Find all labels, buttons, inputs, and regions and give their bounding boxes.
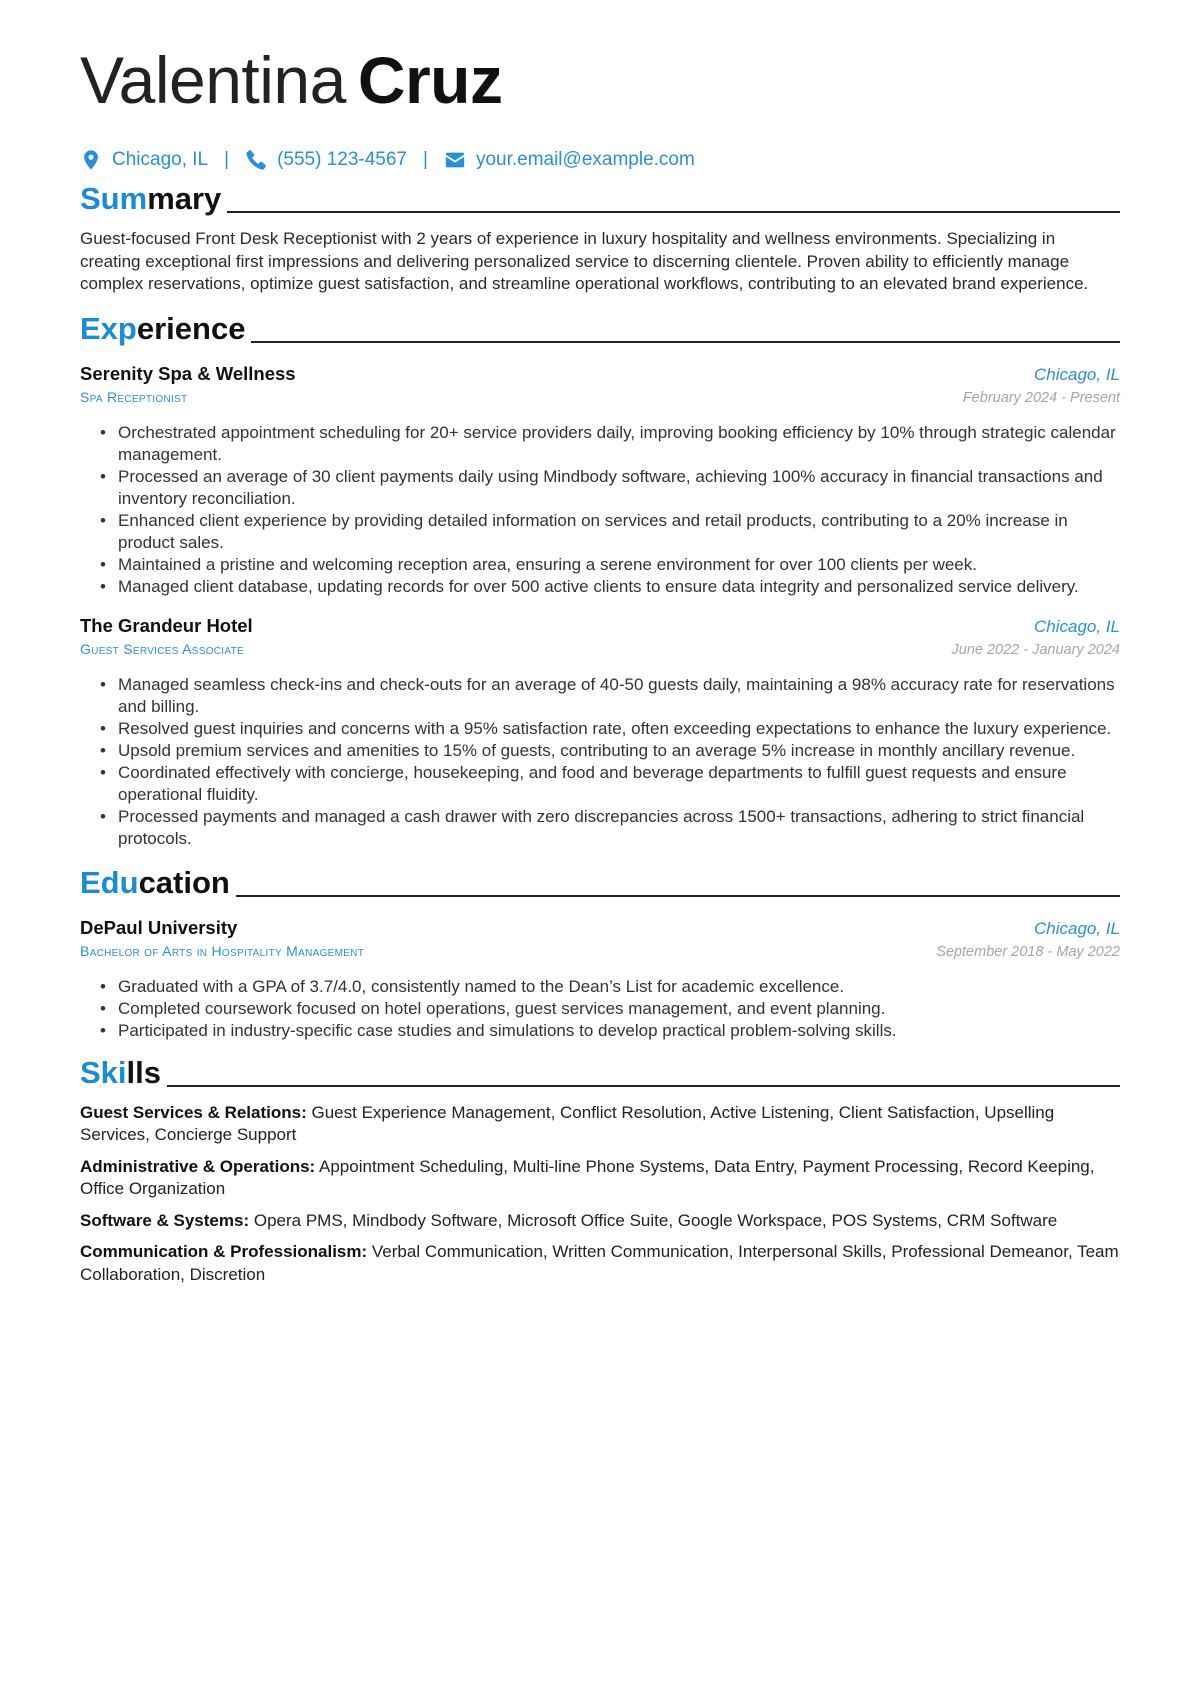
skill-group-label: Software & Systems: <box>80 1210 250 1230</box>
skill-group-items: Appointment Scheduling, Multi-line Phone Systems, Data Entry, Payment Processing, Record Keeping, Office Organization <box>80 1156 1095 1198</box>
skill-group-label: Communication & Professionalism: <box>80 1242 368 1261</box>
skill-group-items: Opera PMS, Mindbody Software, Microsoft Office Suite, Google Workspace, POS Systems, CRM Software <box>253 1210 1058 1230</box>
skill-group-label: Administrative & Operations: <box>80 1156 316 1176</box>
section-title-summary <box>80 178 221 220</box>
education-header <box>80 862 1120 904</box>
bullet-item: • Processed payments and managed a cash drawer with zero discrepancies across 1500+ transactions, adhering to strict financial protocols. <box>100 806 1120 850</box>
skills-header <box>80 1052 1120 1094</box>
experience-entry <box>80 362 1120 598</box>
entry-role: Guest Services Associate <box>80 640 244 657</box>
bullet-item: • Managed client database, updating records for over 500 active clients to ensure data integrity and personalized service delivery. <box>100 576 1120 598</box>
bullet-item: • Completed coursework focused on hotel operations, guest services management, and event planning. <box>100 998 1120 1020</box>
title-accent: Ski <box>80 1054 127 1090</box>
entry-dates: September 2018 - May 2022 <box>936 943 1120 960</box>
contact-separator: | <box>423 149 428 170</box>
entry-organization: Serenity Spa & Wellness <box>80 362 296 384</box>
bullet-item: • Resolved guest inquiries and concerns with a 95% satisfaction rate, often exceeding expectations to enhance the luxury experience. <box>100 718 1120 740</box>
entry-organization: DePaul University <box>80 916 238 938</box>
entry-bullets <box>80 976 1120 1042</box>
entry-dates: February 2024 - Present <box>962 389 1120 406</box>
section-divider <box>251 341 1120 343</box>
contact-phone[interactable]: (555) 123-4567 <box>277 149 407 170</box>
section-divider <box>236 895 1120 897</box>
summary-text: Guest-focused Front Desk Receptionist with 2 years of experience in luxury hospitality and wellness environments. Specializing in creating exceptional first impressions and delivering personalized service to discerning clientele. Proven ability to efficiently manage complex reservations, optimize guest satisfaction, and streamline operational workflows, contributing to an elevated brand experience. <box>80 229 1089 293</box>
resume-content <box>80 40 1120 1286</box>
map-pin-icon <box>80 149 102 171</box>
bullet-item: • Enhanced client experience by providing detailed information on services and retail products, contributing to a 20% increase in product sales. <box>100 510 1120 554</box>
title-rest: cation <box>138 864 230 900</box>
phone-icon <box>245 149 267 171</box>
skill-group <box>80 1156 1120 1201</box>
bullet-item: • Participated in industry-specific case studies and simulations to develop practical problem-solving skills. <box>100 1020 1120 1042</box>
section-divider <box>227 211 1120 213</box>
title-rest: mary <box>147 181 222 216</box>
section-title-experience <box>80 308 245 350</box>
contact-email[interactable]: your.email@example.com <box>475 149 695 170</box>
summary-header <box>80 178 1120 220</box>
skill-group <box>80 1241 1120 1286</box>
skill-group <box>80 1102 1120 1147</box>
entry-role: Bachelor of Arts in Hospitality Management <box>80 942 365 959</box>
bullet-item: • Processed an average of 30 client payments daily using Mindbody software, achieving 100% accuracy in financial transactions and inventory reconciliation. <box>100 466 1120 510</box>
title-rest: erience <box>136 310 246 346</box>
contact-separator: | <box>224 149 230 170</box>
title-rest: lls <box>126 1054 161 1090</box>
entry-location: Chicago, IL <box>1034 364 1120 384</box>
title-accent: Exp <box>80 310 137 346</box>
bullet-item: • Coordinated effectively with concierge, housekeeping, and food and beverage departments to fulfill guest requests and ensure operational fluidity. <box>100 762 1120 806</box>
entry-location: Chicago, IL <box>1034 918 1120 938</box>
section-title-education <box>80 862 230 904</box>
experience-entry <box>80 614 1120 850</box>
skill-group-items: Guest Experience Management, Conflict Resolution, Active Listening, Client Satisfaction, Upselling Services, Concierge Support <box>80 1102 1055 1144</box>
section-divider <box>167 1085 1120 1087</box>
bullet-item: • Maintained a pristine and welcoming reception area, ensuring a serene environment for over 100 clients per week. <box>100 554 1120 576</box>
section-title-skills <box>80 1052 161 1094</box>
entry-bullets <box>80 422 1120 598</box>
title-accent: Edu <box>80 864 139 900</box>
entry-dates: June 2022 - January 2024 <box>951 641 1120 658</box>
entry-organization: The Grandeur Hotel <box>80 614 253 636</box>
entry-role: Spa Receptionist <box>80 388 188 405</box>
first-name: Valentina <box>80 43 346 117</box>
contact-location: Chicago, IL <box>112 149 209 170</box>
entry-bullets <box>80 674 1120 850</box>
last-name: Cruz <box>357 43 503 117</box>
bullet-item: • Upsold premium services and amenities to 15% of guests, contributing to an average 5% increase in monthly ancillary revenue. <box>100 740 1120 762</box>
experience-header <box>80 308 1120 350</box>
skill-group-items: Verbal Communication, Written Communication, Interpersonal Skills, Professional Demeanor, Team Collaboration, Discretion <box>80 1242 1119 1284</box>
entry-location: Chicago, IL <box>1034 616 1120 636</box>
title-accent: Sum <box>80 181 148 216</box>
skill-group-label: Guest Services & Relations: <box>80 1102 307 1122</box>
candidate-name <box>80 40 1120 120</box>
envelope-icon <box>444 149 466 171</box>
contact-bar <box>80 146 1120 174</box>
skill-group <box>80 1210 1120 1233</box>
bullet-item: • Graduated with a GPA of 3.7/4.0, consistently named to the Dean’s List for academic excellence. <box>100 976 1120 998</box>
bullet-item: • Orchestrated appointment scheduling for 20+ service providers daily, improving booking efficiency by 10% through strategic calendar management. <box>100 422 1120 466</box>
education-entry <box>80 916 1120 1042</box>
bullet-item: • Managed seamless check-ins and check-outs for an average of 40-50 guests daily, maintaining a 98% accuracy rate for reservations and billing. <box>100 674 1120 718</box>
